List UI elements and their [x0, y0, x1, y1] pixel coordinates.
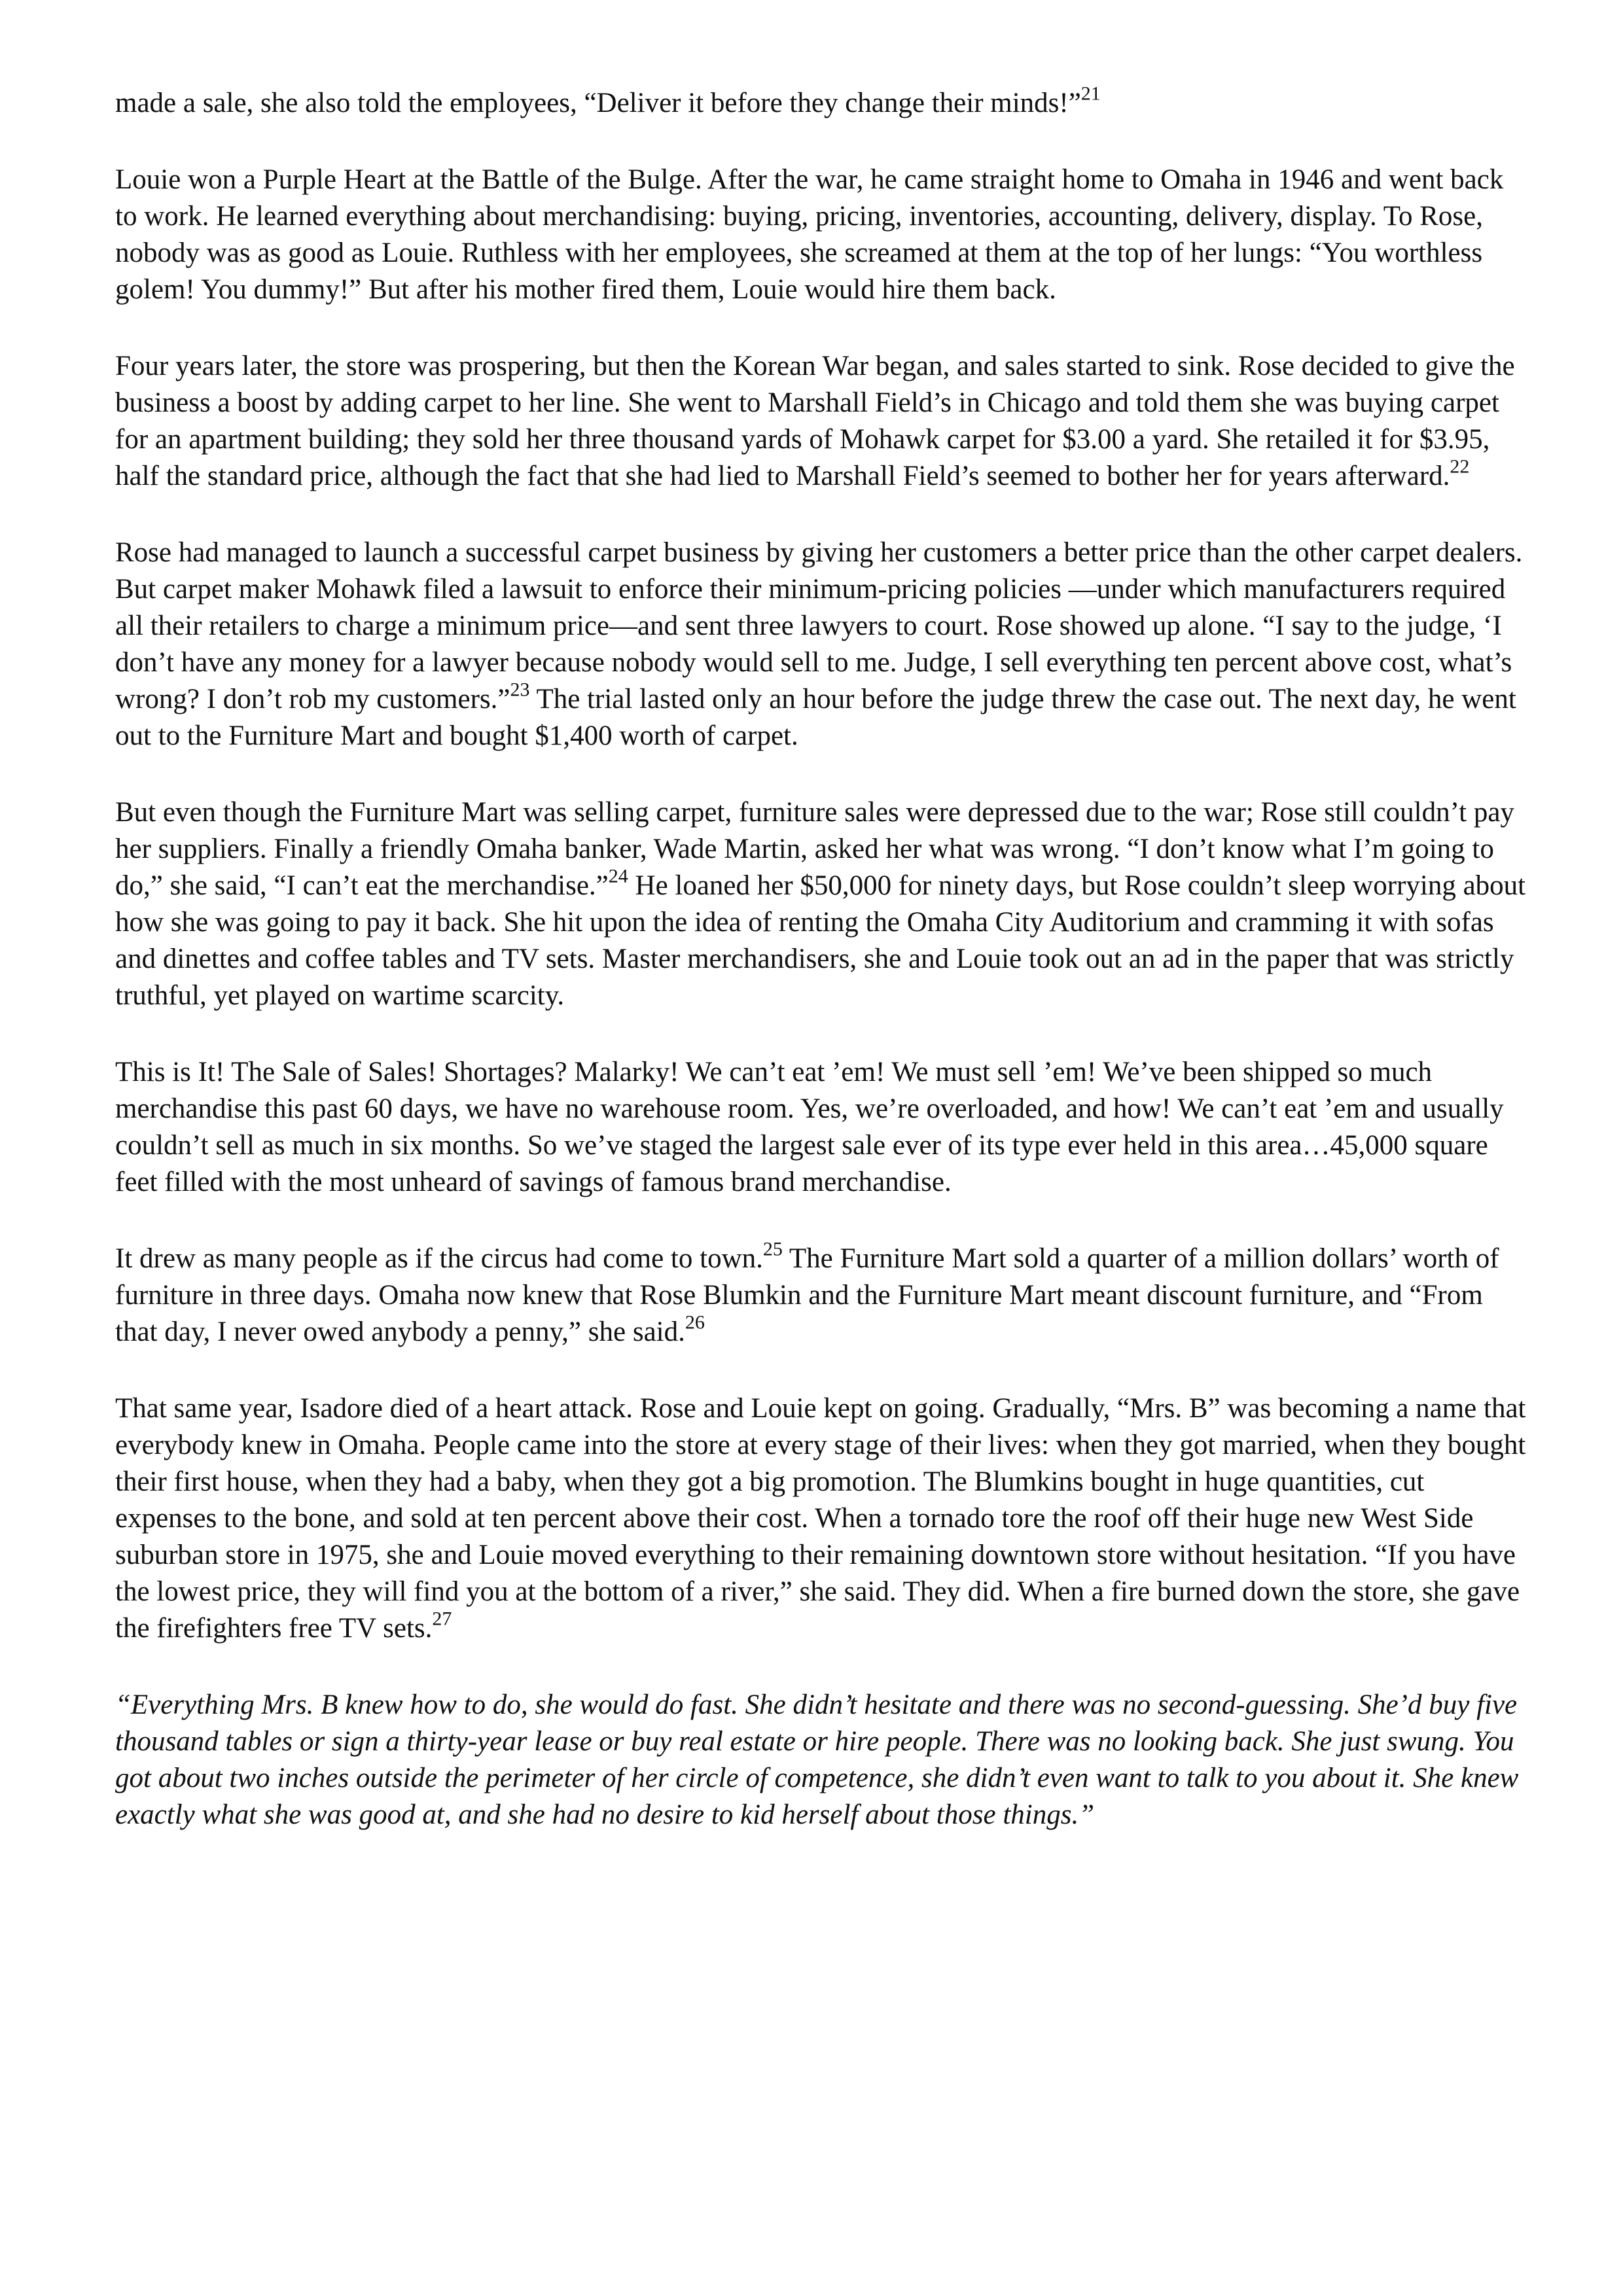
footnote-ref-24[interactable]: 24: [608, 865, 628, 887]
block-quote: “Everything Mrs. B knew how to do, she would do fast. She didn’t hesitate and there was no second-guessing. She’d buy five thousand tables or sign a thirty-year lease or buy real estate or hire people. There was no looking back. She just swung. You got about two inches outside the perimeter of her circle of competence, she didn’t even want to talk to you about it. She knew exactly what she was good at, and she had no desire to kid herself about those things.”: [115, 1689, 1519, 1830]
paragraph-mohawk-lawsuit: Rose had managed to launch a successful carpet business by giving her customers a better price than the other carpet dealers. But carpet maker Mohawk filed a lawsuit to enforce their minimum-pricing policies —under which manufacturers required all their retailers to charge a minimum price—and sent three lawyers to court. Rose showed up alone. “I say to the judge, ‘I don’t have any money for a lawyer because nobody would sell to me. Judge, I sell everything ten percent above cost, what’s wrong? I don’t rob my customers.”$^{23}$ The trial lasted only an hour before the judge threw the case out. The next day, he went out to the Furniture Mart and bought $1,400 worth of carpet.: [115, 537, 1523, 751]
document-page: [115, 82, 1529, 1833]
footnote-ref-23[interactable]: 23: [510, 679, 530, 701]
paragraph-louie-purple-heart: Louie won a Purple Heart at the Battle of the Bulge. After the war, he came straight home to Omaha in 1946 and went back to work. He learned everything about merchandising: buying, pricing, inventories, accounting, delivery, display. To Rose, nobody was as good as Louie. Ruthless with her employees, she screamed at them at the top of her lungs: “You worthless golem! You dummy!” But after his mother fired them, Louie would hire them back.: [115, 164, 1504, 305]
footnote-ref-26[interactable]: 26: [685, 1311, 705, 1333]
paragraph-carpet-line: Four years later, the store was prospering, but then the Korean War began, and sales started to sink. Rose decided to give the business a boost by adding carpet to her line. She went to Marshall Field’s in Chicago and told them she was buying carpet for an apartment building; they sold her three thousand yards of Mohawk carpet for $3.00 a yard. She retailed it for $3.95, half the standard price, although the fact that she had lied to Marshall Field’s seemed to bother her for years afterward.$^{22}$: [115, 351, 1515, 491]
paragraph-circus: It drew as many people as if the circus had come to town.$^{25}$ The Furniture Mart sold a quarter of a million dollars’ worth of furniture in three days. Omaha now knew that Rose Blumkin and the Furniture Mart meant discount furniture, and “From that day, I never owed anybody a penny,” she said.$^{26}$: [115, 1238, 1499, 1347]
footnote-ref-22[interactable]: 22: [1450, 455, 1470, 478]
paragraph-banker-loan: But even though the Furniture Mart was selling carpet, furniture sales were depressed due to the war; Rose still couldn’t pay her suppliers. Finally a friendly Omaha banker, Wade Martin, asked her what was wrong. “I don’t know what I’m going to do,” she said, “I can’t eat the merchandise.”$^{24}$ He loaned her $50,000 for ninety days, but Rose couldn’t sleep worrying about how she was going to pay it back. She hit upon the idea of renting the Omaha City Auditorium and cramming it with sofas and dinettes and coffee tables and TV sets. Master merchandisers, she and Louie took out an ad in the paper that was strictly truthful, yet played on wartime scarcity.: [115, 797, 1526, 1011]
footnote-ref-25[interactable]: 25: [762, 1238, 783, 1260]
paragraph-sale-ad: This is It! The Sale of Sales! Shortages? Malarky! We can’t eat ’em! We must sell ’em! We’ve been shipped so much merchandise this past 60 days, we have no warehouse room. Yes, we’re overloaded, and how! We can’t eat ’em and usually couldn’t sell as much in six months. So we’ve staged the largest sale ever of its type ever held in this area…45,000 square feet filled with the most unheard of savings of famous brand merchandise.: [115, 1057, 1504, 1197]
footnote-ref-21[interactable]: 21: [1080, 82, 1101, 105]
paragraph-sale-delivery: made a sale, she also told the employees, “Deliver it before they change their minds!”$^{21}$: [115, 82, 1101, 118]
paragraph-isadore: That same year, Isadore died of a heart attack. Rose and Louie kept on going. Gradually, “Mrs. B” was becoming a name that everybody knew in Omaha. People came into the store at every stage of their lives: when they got married, when they bought their first house, when they had a baby, when they got a big promotion. The Blumkins bought in huge quantities, cut expenses to the bone, and sold at ten percent above their cost. When a tornado tore the roof off their huge new West Side suburban store in 1975, she and Louie moved everything to their remaining downtown store without hesitation. “If you have the lowest price, they will find you at the bottom of a river,” she said. They did. When a fire burned down the store, she gave the firefighters free TV sets.$^{27}$: [115, 1393, 1526, 1644]
footnote-ref-27[interactable]: 27: [432, 1608, 452, 1630]
